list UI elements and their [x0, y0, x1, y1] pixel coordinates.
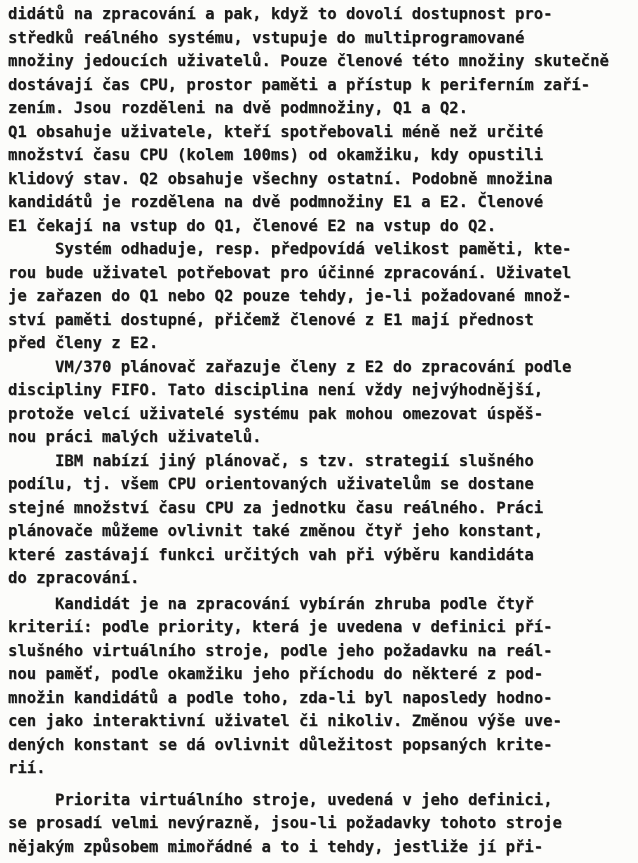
text-line: stejné množství času CPU za jednotku času reálného. Práci — [8, 498, 544, 517]
text-line: plánovače můžeme ovlivnit také změnou čtyř jeho konstant, — [8, 522, 544, 540]
text-line: před členy z E2. — [8, 334, 159, 352]
text-line: ství paměti dostupné, přičemž členové z E1 mají přednost — [8, 310, 534, 329]
text-line: Priorita virtuálního stroje, uvedená v jeho definici, — [55, 790, 553, 809]
text-line: cen jako interaktivní uživatel či nikoliv. Změnou výše uve- — [8, 712, 562, 730]
text-line: podílu, tj. všem CPU orientovaných uživatelům se dostane — [8, 475, 534, 493]
text-line: dostávají čas CPU, prostor paměti a přístup k periferním zaří- — [8, 75, 591, 94]
text-line: do zpracování. — [8, 569, 140, 587]
paragraph-kandidat-kriteria — [8, 593, 634, 781]
paragraph-continuation — [8, 3, 634, 121]
text-line: rou bude uživatel potřebovat pro účinné zpracování. Uživatel — [8, 263, 572, 282]
text-line: VM/370 plánovač zařazuje členy z E2 do zpracování podle — [55, 357, 572, 376]
text-line: E1 čekají na vstup do Q1, členové E2 na vstup do Q2. — [8, 216, 497, 235]
text-line: se prosadí velmi nevýrazně, jsou-li požadavky tohoto stroje — [8, 814, 562, 832]
paragraph-priorita — [8, 789, 634, 860]
text-line: nou práci malých uživatelů. — [8, 428, 262, 446]
text-line: zením. Jsou rozděleni na dvě podmnožiny, Q1 a Q2. — [8, 99, 469, 117]
text-line: nějakým způsobem mimořádné a to i tehdy, jestliže jí při- — [8, 837, 544, 856]
text-line: rií. — [8, 759, 46, 777]
text-line: množství času CPU (kolem 100ms) od okamžiku, kdy opustili — [8, 146, 544, 164]
text-line: nou paměť, podle okamžiku jeho příchodu do některé z pod- — [8, 665, 544, 683]
text-line: discipliny FIFO. Tato disciplina není vždy nejvýhodnější, — [8, 381, 544, 399]
text-line: protože velcí uživatelé systému pak mohou omezovat úspěš- — [8, 404, 544, 423]
text-line: je zařazen do Q1 nebo Q2 pouze tehdy, je-li požadované množ- — [8, 287, 572, 305]
text-line: množiny jedoucích uživatelů. Pouze členové této množiny skutečně — [8, 52, 609, 70]
text-line: Q1 obsahuje uživatele, kteří spotřebovali méně než určité — [8, 122, 544, 141]
text-line: slušného virtuálního stroje, podle jeho požadavku na reál- — [8, 641, 553, 660]
paragraph-vm370-planovac — [8, 356, 634, 450]
text-line: dených konstant se dá ovlivnit důležitost popsaných krite- — [8, 735, 553, 754]
paragraph-system-odhaduje — [8, 238, 634, 356]
text-line: didátů na zpracování a pak, když to dovolí dostupnost pro- — [8, 5, 553, 23]
paragraph-ibm-planovac — [8, 450, 634, 591]
paragraph-q1-q2 — [8, 121, 634, 239]
text-line: Systém odhaduje, resp. předpovídá velikost paměti, kte- — [55, 240, 572, 258]
text-line: množin kandidátů a podle toho, zda-li byl naposledy hodno- — [8, 688, 553, 707]
text-line: IBM nabízí jiný plánovač, s tzv. strategií slušného — [55, 451, 534, 470]
text-line: kandidátů je rozdělena na dvě podmnožiny E1 a E2. Členové — [8, 193, 544, 211]
text-line: Kandidát je na zpracování vybírán zhruba podle čtyř — [55, 594, 534, 613]
text-line: klidový stav. Q2 obsahuje všechny ostatní. Podobně množina — [8, 169, 553, 188]
text-line: kriterií: podle priority, která je uvedena v definici pří- — [8, 618, 553, 636]
text-line: středků reálného systému, vstupuje do multiprogramované — [8, 28, 525, 47]
text-line: které zastávají funkci určitých vah při výběru kandidáta — [8, 545, 534, 564]
